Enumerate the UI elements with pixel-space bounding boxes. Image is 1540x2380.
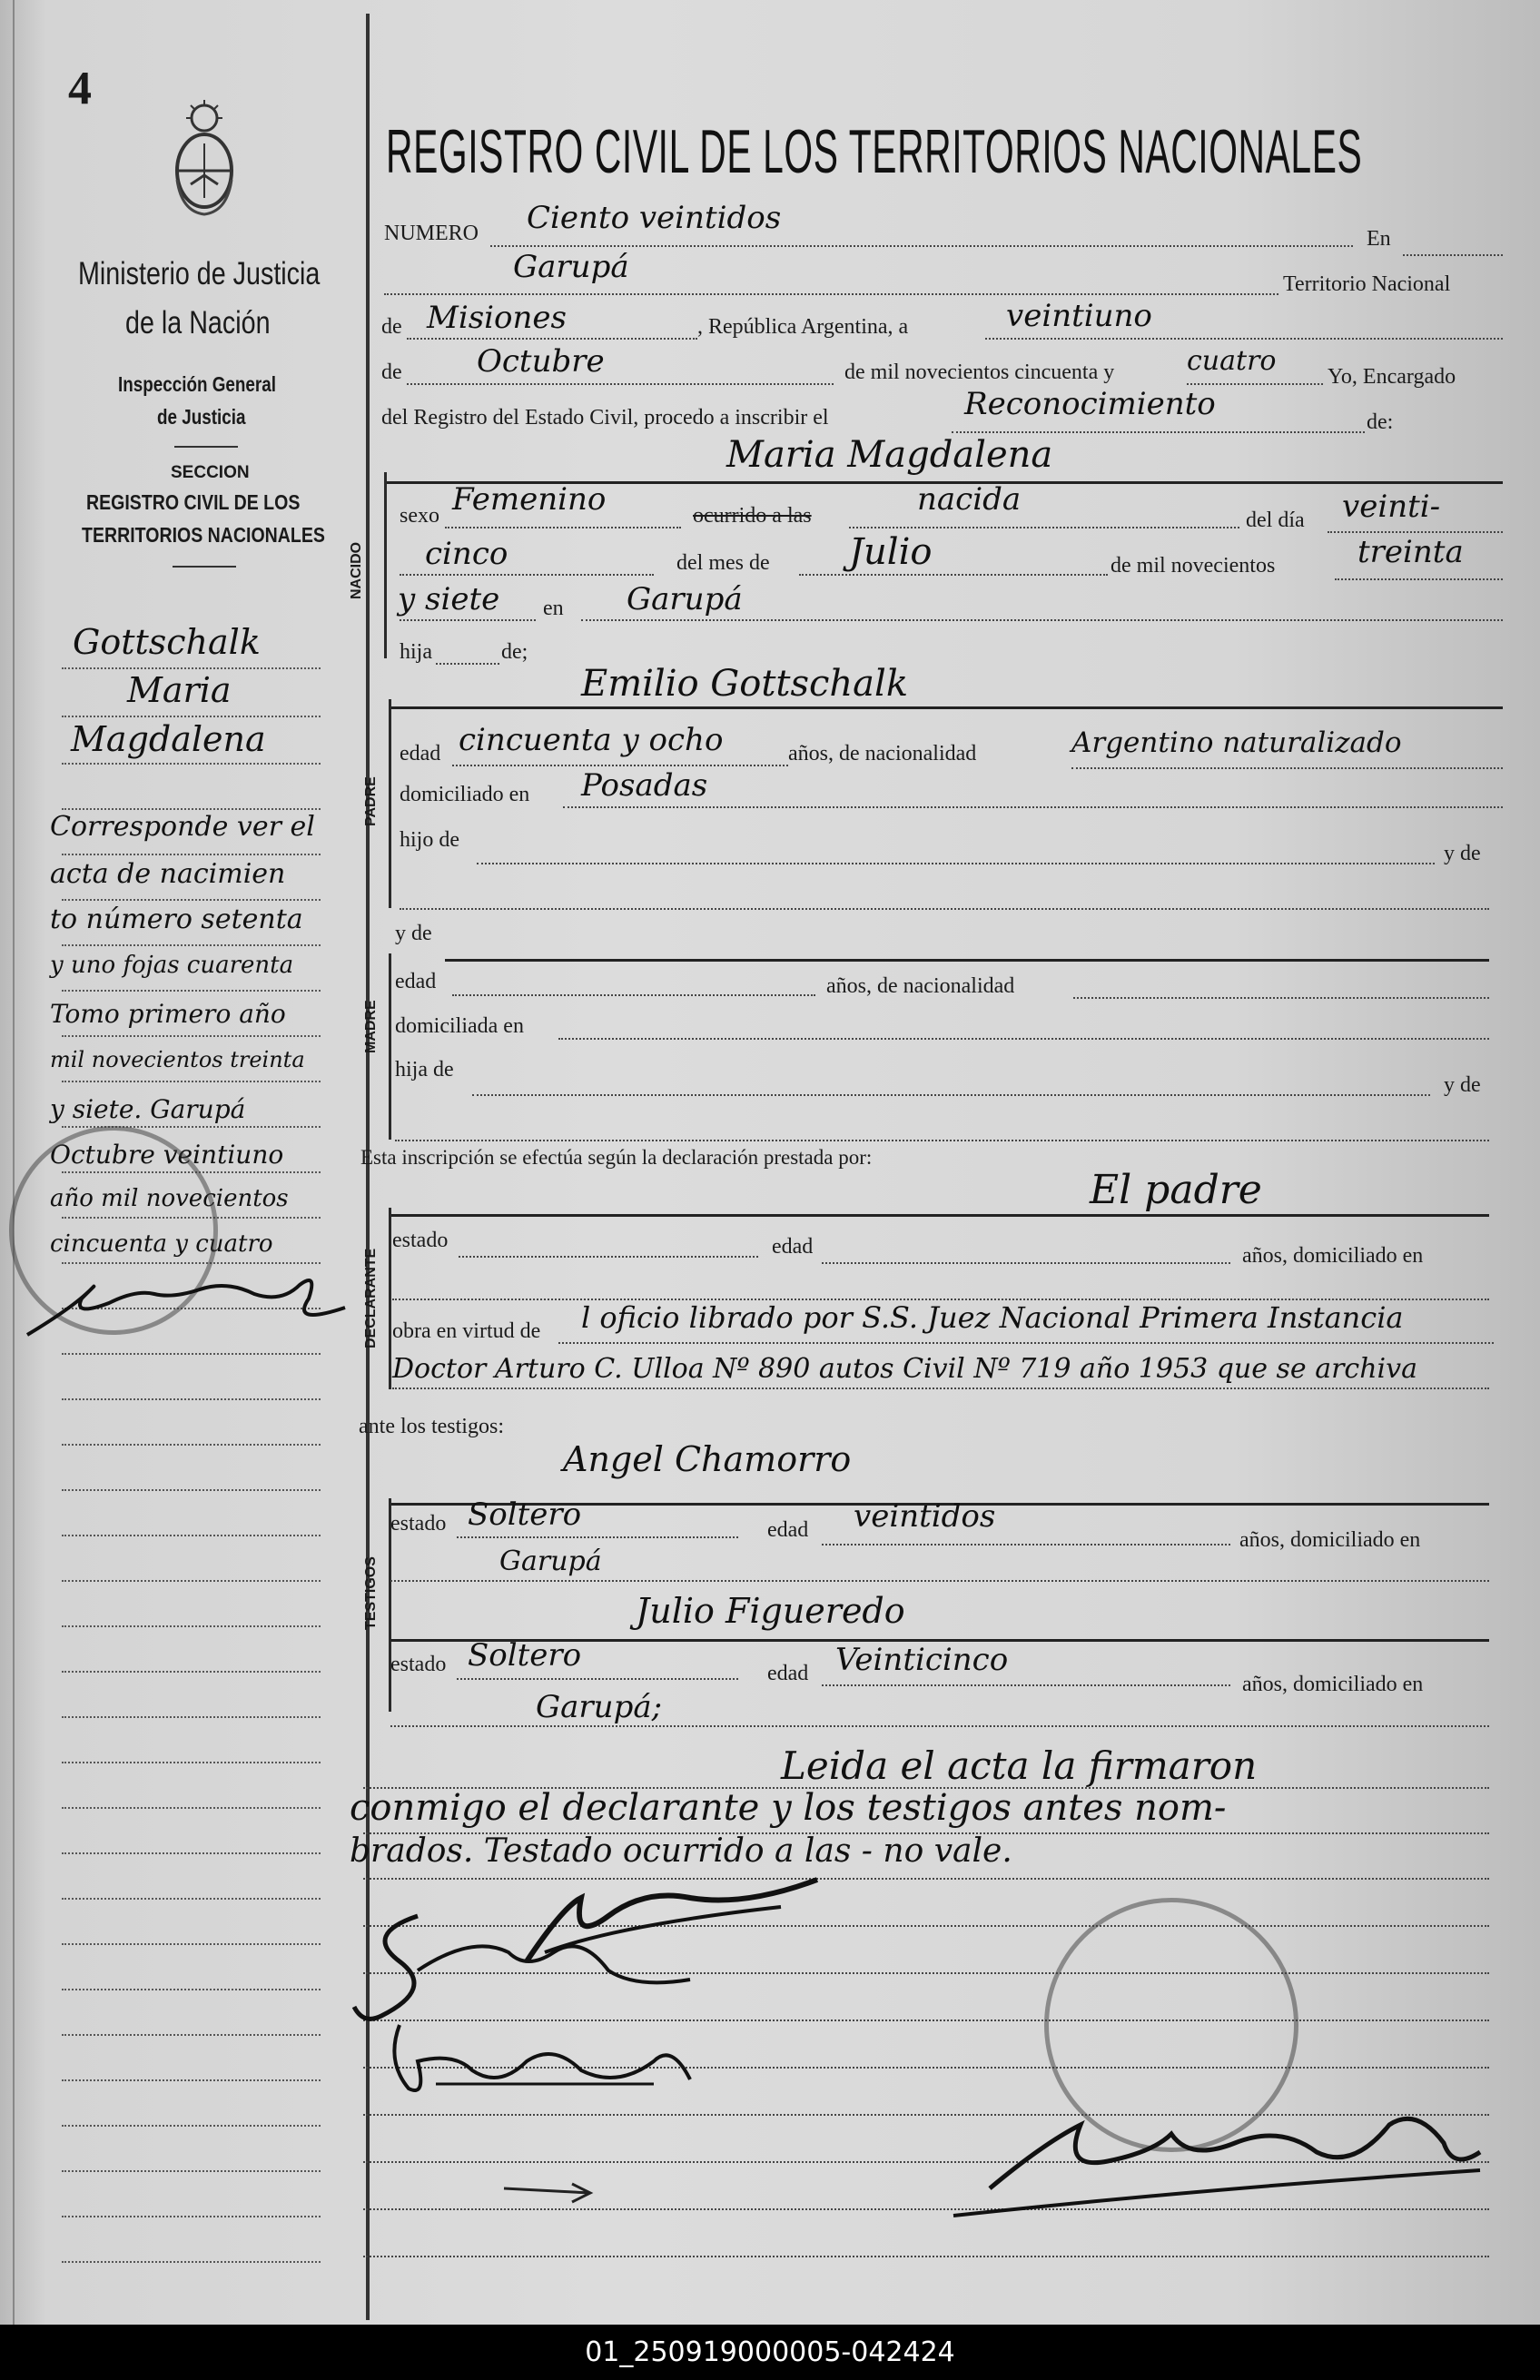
anos-nac2-label: años, de nacionalidad [826, 974, 1015, 998]
territorio-value: Misiones [427, 300, 567, 336]
left-edge-line [13, 0, 15, 2325]
margin-line [62, 1444, 321, 1446]
margin-line [62, 899, 321, 901]
numero-line [490, 245, 1353, 247]
margin-line [62, 667, 321, 669]
numero-value: Ciento veintidos [527, 200, 782, 236]
anos-dom-label: años, domiciliado en [1242, 1244, 1424, 1268]
testigo-2-estado-value: Soltero [468, 1637, 582, 1674]
margin-line [62, 2034, 321, 2036]
obra-label: obra en virtud de [392, 1319, 541, 1343]
testigo-1-edad-line [822, 1544, 1230, 1546]
margin-line [62, 944, 321, 946]
declarante-estado-line [459, 1256, 758, 1258]
obra-1-line [558, 1342, 1494, 1344]
father-signature-icon [935, 2089, 1498, 2229]
margin-line [62, 2170, 321, 2172]
acto-value: Reconocimiento [964, 386, 1216, 422]
y-de-label: y de [1444, 842, 1481, 865]
esta-inscripcion-label: Esta inscripción se efectúa según la declaración prestada por: [360, 1146, 873, 1169]
coat-of-arms-icon [173, 98, 236, 225]
de3-label: de: [1367, 410, 1394, 434]
dia-line [985, 338, 1503, 340]
cierre-1-value: Leida el acta la firmaron [781, 1743, 1258, 1788]
margin-note-line-1: Corresponde ver el [50, 811, 315, 843]
anos-dom2-label: años, domiciliado en [1239, 1528, 1421, 1552]
dia-nac-line [1328, 531, 1503, 533]
page-number: 4 [68, 63, 92, 114]
anio-value: cuatro [1187, 345, 1277, 377]
testigos-label: TESTIGOS [363, 1556, 379, 1630]
margin-line [62, 1489, 321, 1491]
margin-line [62, 1989, 321, 1990]
lugar-nac-line [581, 619, 1503, 621]
acto-line [952, 431, 1365, 433]
domiciliada-label: domiciliada en [395, 1014, 524, 1038]
margin-line [62, 716, 321, 717]
margin-line [62, 1081, 321, 1082]
padre-line [390, 706, 1503, 709]
dia-value: veintiuno [1006, 298, 1152, 334]
ante-testigos-label: ante los testigos: [359, 1415, 504, 1438]
testigo-1-estado-value: Soltero [468, 1496, 582, 1533]
ministry-name: Ministerio de Justicia [78, 256, 321, 291]
dia-nac-2-value: cinco [425, 536, 508, 572]
mes-value: Octubre [477, 343, 605, 380]
inspection-label-2: de Justicia [157, 405, 246, 429]
padre-edad-line [452, 765, 788, 766]
mes-nac-value: Julio [849, 531, 933, 573]
obra-2-line [392, 1388, 1489, 1389]
padre-nacionalidad-line [1071, 767, 1503, 769]
margin-note-line-8: Octubre veintiuno [50, 1140, 284, 1170]
nacida-value: nacida [917, 481, 1022, 518]
divider [174, 446, 238, 448]
margin-line [62, 808, 321, 810]
margin-surname: Gottschalk [73, 622, 261, 662]
margin-line [62, 1807, 321, 1809]
sexo-line [445, 527, 681, 528]
testigo-1-domicilio-value: Garupá [499, 1546, 602, 1577]
margin-line [62, 990, 321, 992]
margin-line [62, 854, 321, 855]
margin-signature-icon [18, 1253, 354, 1358]
cierre-3-value: brados. Testado ocurrido a las - no vale. [350, 1832, 1012, 1870]
sexo-value: Femenino [452, 481, 607, 518]
y-de3-label: y de [1444, 1073, 1481, 1097]
de4-label: de; [501, 640, 528, 664]
yo-encargado-label: Yo, Encargado [1328, 365, 1456, 389]
domiciliado-label: domiciliado en [400, 783, 530, 806]
declarante-value: El padre [1090, 1167, 1262, 1213]
territorio-line [407, 338, 697, 340]
margin-note-line-2: acta de nacimien [50, 858, 286, 890]
margin-line [62, 1943, 321, 1945]
hijo-de-label: hijo de [400, 828, 459, 852]
hija-label: hija [400, 640, 432, 664]
margin-note-line-10: cincuenta y cuatro [50, 1230, 273, 1258]
mil-nov2-label: de mil novecientos [1111, 554, 1276, 578]
edad5-label: edad [767, 1662, 809, 1685]
document-title: REGISTRO CIVIL DE LOS TERRITORIOS NACIONALES [386, 117, 1363, 186]
margin-line [62, 1035, 321, 1037]
edad2-label: edad [395, 970, 437, 993]
estado-label: estado [392, 1229, 449, 1252]
blank-line [363, 2256, 1489, 2257]
cierre-2-value: conmigo el declarante y los testigos antes nom- [350, 1787, 1227, 1829]
mes-line [407, 383, 834, 385]
testigo-2-edad-line [822, 1684, 1230, 1686]
anio-nac-1-value: treinta [1357, 534, 1464, 570]
lugar-line [384, 293, 1278, 295]
madre-nacionalidad-line [1073, 997, 1489, 999]
anio-nac-2-line [400, 619, 536, 621]
padre-label: PADRE [363, 776, 379, 826]
de2-label: de [381, 360, 402, 384]
margin-name-1: Maria [127, 670, 232, 710]
margin-note-line-5: Tomo primero año [50, 999, 286, 1029]
madre-extra-line [395, 1140, 1489, 1141]
nombre-value: Maria Magdalena [726, 434, 1053, 476]
declarante-edad-line [822, 1262, 1230, 1264]
declarante-label: DECLARANTE [363, 1248, 379, 1348]
ocurrido-label: ocurrido a las [693, 504, 812, 528]
sexo-label: sexo [400, 504, 439, 528]
margin-line [62, 1625, 321, 1627]
margin-note-line-7: y siete. Garupá [50, 1094, 246, 1124]
anos-dom3-label: años, domiciliado en [1242, 1673, 1424, 1696]
padre-domicilio-value: Posadas [581, 767, 708, 804]
anio-nac-line [1335, 578, 1503, 580]
testigo-1-estado-line [457, 1536, 738, 1538]
declarante-line [390, 1214, 1489, 1217]
del-dia-label: del día [1246, 509, 1305, 532]
padre-nombre-value: Emilio Gottschalk [581, 663, 909, 705]
mil-novecientos-label: de mil novecientos cincuenta y [844, 360, 1115, 384]
hija-line [436, 663, 499, 665]
testigo-1-domicilio-line [390, 1580, 1489, 1582]
madre-domicilio-line [558, 1038, 1489, 1040]
section-label-3: TERRITORIOS NACIONALES [82, 523, 325, 547]
margin-note-line-3: to número setenta [50, 904, 303, 935]
lugar-nac-value: Garupá [627, 581, 743, 617]
margin-line [62, 1716, 321, 1718]
footer-id: 01_250919000005-042424 [0, 2325, 1540, 2380]
edad4-label: edad [767, 1518, 809, 1542]
margin-line [62, 2079, 321, 2081]
anio-nac-2-value: y siete [398, 581, 500, 617]
margin-note-line-9: año mil novecientos [50, 1185, 289, 1212]
padre-bracket [389, 699, 391, 908]
del-mes-label: del mes de [676, 551, 770, 575]
obra-2-value: Doctor Arturo C. Ulloa Nº 890 autos Civil Nº 719 año 1953 que se archiva [392, 1353, 1417, 1385]
ministry-name-2: de la Nación [125, 305, 271, 341]
nacido-bracket [384, 472, 387, 658]
dia-nac-2-line [400, 574, 654, 576]
testigo-1-value: Angel Chamorro [563, 1439, 852, 1479]
witness-2-signature-icon [381, 2007, 708, 2111]
section-label: SECCION [171, 463, 250, 482]
territorio-label: Territorio Nacional [1283, 272, 1451, 296]
margin-note-line-4: y uno fojas cuarenta [50, 952, 294, 979]
obra-1-value: l oficio librado por S.S. Juez Nacional Primera Instancia [581, 1300, 1404, 1335]
margin-line [62, 1898, 321, 1900]
estado2-label: estado [390, 1512, 447, 1536]
hija-de2-line [472, 1094, 1430, 1096]
madre-edad-line [452, 994, 815, 996]
estado3-label: estado [390, 1653, 447, 1676]
margin-line [62, 1580, 321, 1582]
en-line [1403, 254, 1503, 256]
padre-extra-line [400, 908, 1489, 910]
inspection-label: Inspección General [118, 372, 277, 396]
edad3-label: edad [772, 1235, 814, 1259]
dia-nac-1-value: veinti- [1342, 489, 1441, 525]
de-label: de [381, 315, 402, 339]
padre-domicilio-line [563, 806, 1503, 808]
margin-line [62, 2216, 321, 2217]
madre-bracket [389, 953, 391, 1140]
margin-line [62, 1762, 321, 1763]
madre-label: MADRE [363, 1000, 379, 1053]
padre-nacionalidad-value: Argentino naturalizado [1071, 726, 1402, 759]
margin-line [62, 2125, 321, 2127]
anos-nac-label: años, de nacionalidad [788, 742, 977, 765]
y-de2-label: y de [395, 922, 432, 945]
en2-label: en [543, 597, 564, 620]
hijo-de-line [477, 863, 1435, 864]
declarante-bracket [389, 1208, 391, 1389]
divider [173, 566, 236, 568]
republica-label: , República Argentina, a [697, 315, 909, 339]
hija-de2-label: hija de [395, 1058, 454, 1081]
testigo-2-domicilio-value: Garupá; [536, 1689, 663, 1725]
margin-line [62, 1398, 321, 1400]
lugar-value: Garupá [513, 249, 629, 285]
anio-line [1187, 383, 1323, 385]
testigo-2-estado-line [457, 1678, 738, 1680]
mes-nac-line [799, 574, 1108, 576]
margin-line [62, 2261, 321, 2263]
margin-line [62, 1535, 321, 1536]
margin-line [62, 763, 321, 765]
testigo-2-domicilio-line [390, 1725, 1489, 1727]
en-label: En [1367, 227, 1391, 251]
nacido-label: NACIDO [349, 541, 364, 599]
testigo-2-value: Julio Figueredo [636, 1591, 905, 1631]
nacida-line [849, 527, 1239, 528]
madre-line [445, 959, 1489, 962]
section-label-2: REGISTRO CIVIL DE LOS [86, 490, 301, 514]
margin-note-line-6: mil novecientos treinta [50, 1047, 305, 1072]
numero-label: NUMERO [384, 222, 479, 245]
padre-edad-value: cincuenta y ocho [459, 722, 724, 758]
edad-label: edad [400, 742, 441, 765]
margin-line [62, 1852, 321, 1854]
del-registro-label: del Registro del Estado Civil, procedo a inscribir el [381, 406, 829, 430]
testigo-2-edad-value: Veinticinco [835, 1642, 1009, 1678]
testigo-1-edad-value: veintidos [854, 1498, 996, 1535]
margin-name-2: Magdalena [71, 719, 266, 759]
arrow-mark-icon [499, 2170, 599, 2211]
margin-line [62, 1671, 321, 1673]
